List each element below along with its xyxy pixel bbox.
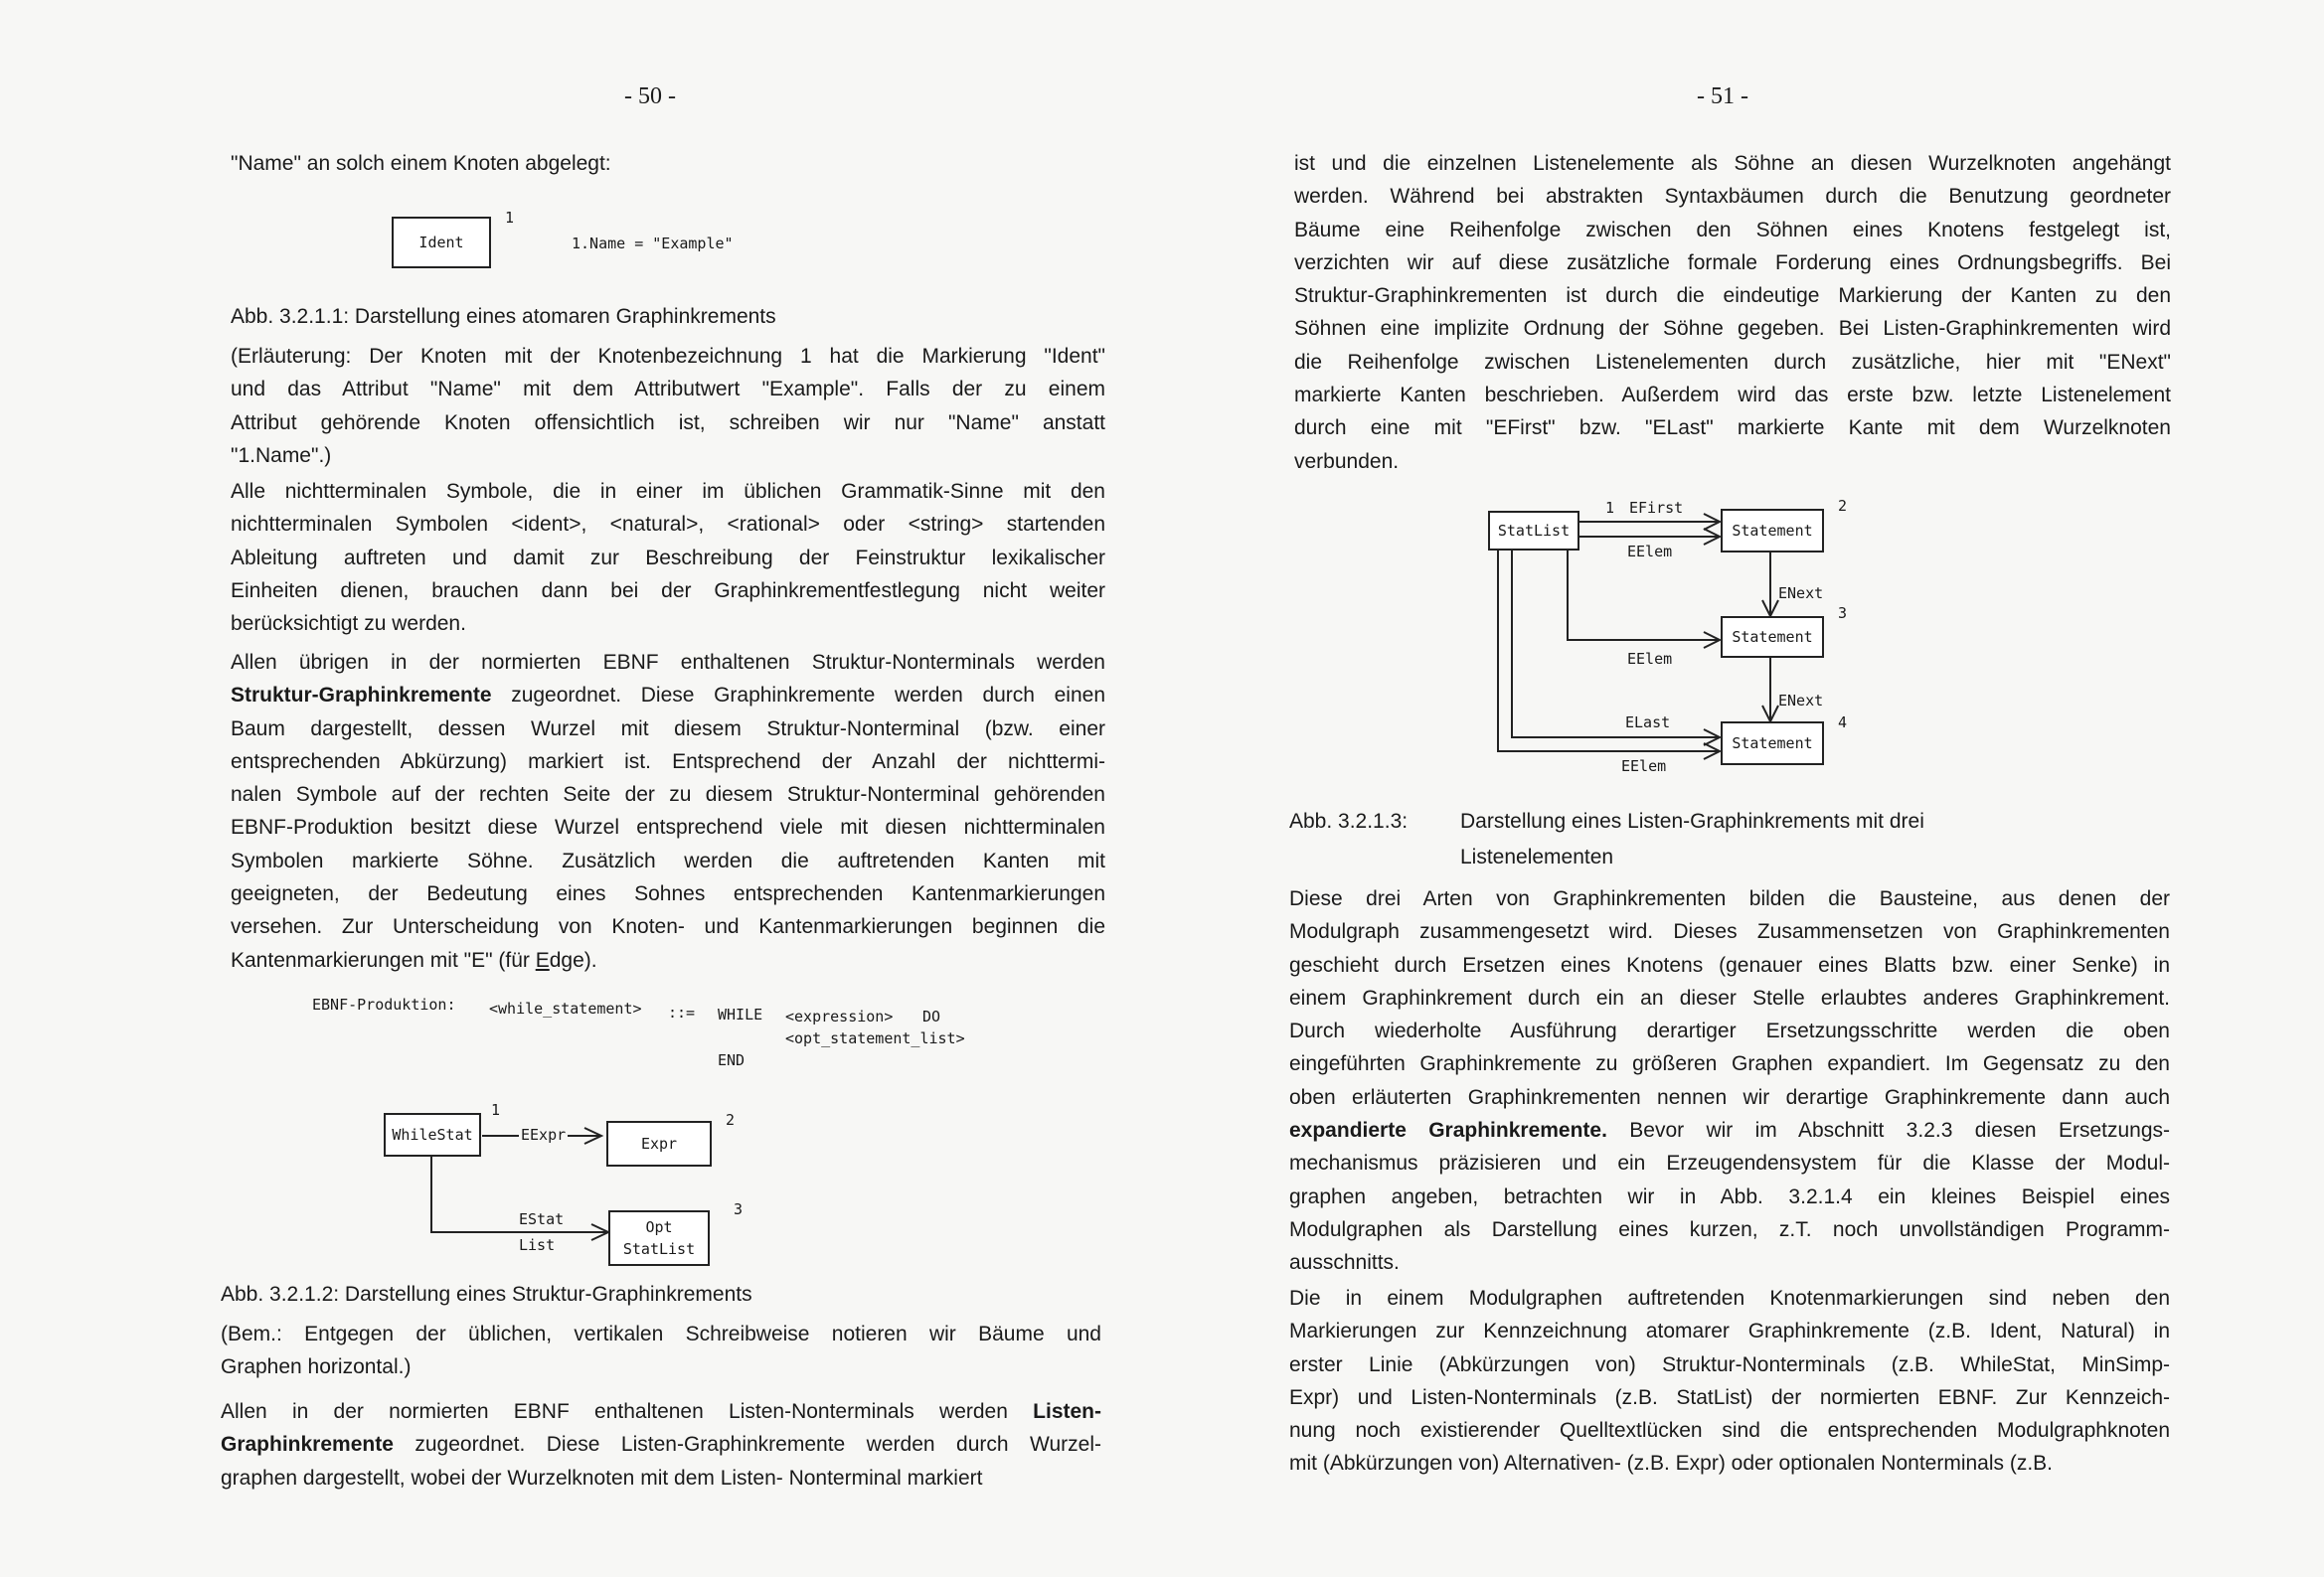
node-opt-statlist: Opt StatList <box>608 1210 710 1266</box>
caption-fig-3-2-1-1: Abb. 3.2.1.1: Darstellung eines atomaren Graphinkrements <box>231 305 776 328</box>
term-expandierte-graphinkremente: expandierte Graphinkremente. <box>1289 1119 1607 1143</box>
explanation-paragraph: (Erläuterung: Der Knoten mit der Knotenbezeichnung 1 hat die Markierung "Ident" und das Attribut "Name" mit dem Attributwert "Example". Falls der zu einem Attribut gehörende Knoten offensichtlich ist, schreiben wir nur "Name" anstatt "1.Name".) <box>231 345 1105 467</box>
node-expr: Expr <box>606 1121 712 1167</box>
node-number-2: 2 <box>1838 497 1848 515</box>
paragraph-list-increments: Allen in der normierten EBNF enthaltenen Listen-Nonterminals werden Listen- Graphinkremente zugeordnet. Diese Listen-Graphinkremente werden durch Wurzel- graphen dargestellt, wobei der Wurzelknoten mit dem Listen- Nonterminal markiert <box>221 1400 1101 1490</box>
edge-label-list: List <box>519 1236 556 1254</box>
node-number-2: 2 <box>726 1111 736 1129</box>
edge-label-estat: EStat <box>519 1210 565 1228</box>
edge-label-efirst: EFirst <box>1629 499 1684 517</box>
page-number-right: - 51 - <box>1697 83 1748 109</box>
edge-label-enext-2: ENext <box>1778 692 1824 710</box>
paragraph-structure-increments: Allen übrigen in der normierten EBNF enthaltenen Struktur-Nonterminals werden Struktur-Graphinkremente zugeordnet. Diese Graphinkremente werden durch einen Baum dargestellt, dessen Wurzel mit diesem Struktur-Nonterminal (bzw. einer entsprechenden Abkürzung) markiert ist. Entsprechend der Anzahl der nichttermi- nalen Symbole auf der rechten Seite der zu diesem Struktur-Nonterminal gehörenden EBNF-Produktion besitzt diese Wurzel entsprechend viele mit diesen nichtterminalen Symbolen markierte Söhne. Zusätzlich werden die auftretenden Kanten mit geeigneten, der Bedeutung eines Sohnes entsprechenden Kantenmarkierungen versehen. Zur Unterscheidung von Knoten- und Kantenmarkierungen beginnen die Kantenmarkierungen mit "E" (für Edge). <box>231 651 1105 972</box>
caption3-label: Abb. 3.2.1.3: <box>1289 810 1409 833</box>
node-statement-1: Statement <box>1721 509 1824 552</box>
node-statement-3: Statement <box>1721 721 1824 765</box>
ebnf-operator: ::= <box>668 1004 696 1022</box>
caption3-line2: Listenelementen <box>1460 846 1614 868</box>
node-number-3: 3 <box>734 1200 744 1218</box>
remark-paragraph: (Bem.: Entgegen der üblichen, vertikalen Schreibweise notieren wir Bäume und Graphen horizontal.) <box>221 1323 1101 1379</box>
node-number: 1 <box>505 209 515 227</box>
term-struktur-graphinkremente: Struktur-Graphinkremente <box>231 684 492 708</box>
node-ident: Ident <box>392 217 491 268</box>
node-number-4: 4 <box>1838 713 1848 731</box>
ebnf-statement-list: <opt_statement_list> <box>785 1029 965 1047</box>
edge-label-eelem-3: EElem <box>1621 757 1667 775</box>
edge-label-eelem-2: EElem <box>1627 650 1673 668</box>
edge-label-eelem-1: EElem <box>1627 543 1673 560</box>
node-whilestat: WhileStat <box>384 1113 481 1157</box>
node-statement-2: Statement <box>1721 616 1824 658</box>
ebnf-keyword-end: END <box>718 1051 746 1069</box>
node-number-1: 1 <box>1605 499 1615 517</box>
term-listen: Listen- <box>1033 1400 1101 1423</box>
edge-label-elast: ELast <box>1625 713 1671 731</box>
ebnf-label: EBNF-Produktion: <box>312 996 456 1014</box>
edge-label-eexpr: EExpr <box>521 1126 567 1144</box>
paragraph-node-markings: Die in einem Modulgraphen auftretenden Knotenmarkierungen sind neben den Markierungen zur Kennzeichnung atomarer Graphinkremente (z.B. Ident, Natural) in erster Linie (Abkürzungen von) Struktur-Nonterminals (z.B. WhileStat, MinSimp- Expr) und Listen-Nonterminals (z.B. StatList) der normierten EBNF. Zur Kennzeich- nung noch existierender Quelltextlücken sind die entsprechenden Modulgraphknoten mit (Abkürzungen von) Alternativen- (z.B. Expr) oder optionalen Nonterminals (z.B. <box>1289 1287 2170 1476</box>
paragraph-list-continuation: ist und die einzelnen Listenelemente als Söhne an diesen Wurzelknoten angehängt werden. Während bei abstrakten Syntaxbäumen durch die Benutzung geordneter Bäume eine Reihenfolge zwischen den Söhnen eines Knotens festgelegt ist, verzichten wir auf diese zusätzliche formale Forderung eines Ordnungsbegriffs. Bei Struktur-Graphinkrementen ist durch die eindeutige Markierung der Kanten zu den Söhnen eine implizite Ordnung der Söhne gegeben. Bei Listen-Graphinkrementen wird die Reihenfolge zwischen Listenelementen durch zusätzliche, hier mit "ENext" markierte Kanten beschrieben. Außerdem wird das erste bzw. letzte Listenelement durch eine mit "EFirst" bzw. "ELast" markierte Kante mit dem Wurzelknoten verbunden. <box>1294 152 2171 473</box>
ebnf-expression: <expression> <box>785 1008 894 1025</box>
node-number-3: 3 <box>1838 604 1848 622</box>
ebnf-lhs: <while_statement> <box>489 1000 642 1018</box>
attribute-assignment: 1.Name = "Example" <box>572 235 734 252</box>
edge-label-enext-1: ENext <box>1778 584 1824 602</box>
page-number-left: - 50 - <box>624 83 676 109</box>
node-number-1: 1 <box>491 1101 501 1119</box>
paragraph-building-blocks: Diese drei Arten von Graphinkrementen bilden die Bausteine, aus denen der Modulgraph zusammengesetzt wird. Dieses Zusammensetzen von Graphinkrementen geschieht durch Ersetzen eines Knotens (genauer eines Blatts bzw. einer Senke) in einem Graphinkrement durch ein an dieser Stelle erlaubtes anderes Graphinkrement. Durch wiederholte Ausführung derartiger Ersetzungsschritte werden die oben eingeführten Graphinkremente zu größeren Graphen expandiert. Im Gegensatz zu den oben erläuterten Graphinkrementen nennen wir derartige Graphinkremente dann auch expandierte Graphinkremente. Bevor wir im Abschnitt 3.2.3 diesen Ersetzungs- mechanismus präzisieren und ein Erzeugendensystem für die Klasse der Modul- graphen angeben, betrachten wir in Abb. 3.2.1.4 ein kleines Beispiel eines Modulgraphen als Darstellung eines kurzen, z.T. noch unvollständigen Programm- ausschnitts. <box>1289 887 2170 1275</box>
right-page <box>1162 0 2324 1577</box>
caption-fig-3-2-1-2: Abb. 3.2.1.2: Darstellung eines Struktur-Graphinkrements <box>221 1283 752 1306</box>
caption3-line1: Darstellung eines Listen-Graphinkrements mit drei <box>1460 810 1924 833</box>
intro-line: "Name" an solch einem Knoten abgelegt: <box>231 152 611 175</box>
node-statlist: StatList <box>1488 511 1579 551</box>
ebnf-keyword-do: DO <box>922 1008 941 1025</box>
ebnf-keyword-while: WHILE <box>718 1006 763 1024</box>
paragraph-nonterminal-symbols: Alle nichtterminalen Symbole, die in einer im üblichen Grammatik-Sinne mit den nichtterminalen Symbolen <ident>, <natural>, <rational> oder <string> startenden Ableitung auftreten und damit zur Beschreibung der Feinstruktur lexikalischer Einheiten dienen, brauchen dann bei der Graphinkrementfestlegung nicht weiter berücksichtigt zu werden. <box>231 480 1105 636</box>
term-graphinkremente: Graphinkremente <box>221 1433 394 1457</box>
